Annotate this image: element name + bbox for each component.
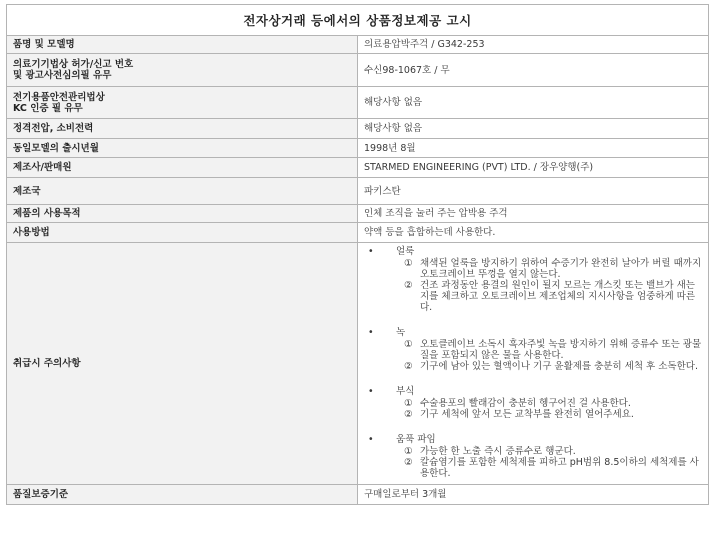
product-info-table <box>6 4 709 505</box>
item-text: 기구에 남아 있는 혈액이나 기구 윤활제를 충분히 세척 후 소독한다. <box>420 361 698 372</box>
table-row <box>7 485 709 505</box>
product-info-notice <box>6 4 709 505</box>
section-heading <box>364 327 702 339</box>
row-value: 의료용압박주걱 / G342-253 <box>358 36 709 54</box>
section-gap <box>364 420 702 432</box>
section-title: 부식 <box>396 386 415 397</box>
section-heading <box>364 434 702 446</box>
item-number: ① <box>404 339 413 350</box>
row-value: 구매일로부터 3개월 <box>358 485 709 505</box>
row-key: 품질보증기준 <box>7 485 358 505</box>
row-key: 제품의 사용목적 <box>7 205 358 223</box>
caution-item <box>404 398 702 409</box>
title-row <box>7 5 709 36</box>
table-row <box>7 223 709 243</box>
section-title: 움푹 파임 <box>396 434 436 445</box>
caution-item <box>404 258 702 280</box>
row-value: 약액 등을 흡합하는데 사용한다. <box>358 223 709 243</box>
caution-item <box>404 446 702 457</box>
row-value: STARMED ENGINEERING (PVT) LTD. / 장우양행(주) <box>358 158 709 178</box>
item-text: 건조 과정동안 용결의 원인이 될지 모르는 개스킷 또는 밸브가 새는지를 체크하고 오토크레이브 제조업체의 지시사항을 엄중하게 따른다. <box>420 280 696 313</box>
caution-item <box>404 457 702 479</box>
row-key: 취급시 주의사항 <box>7 243 358 485</box>
row-value: 인체 조직을 눌러 주는 압박용 주걱 <box>358 205 709 223</box>
row-value: 1998년 8월 <box>358 139 709 158</box>
section-title: 녹 <box>396 327 406 338</box>
caution-section <box>364 386 702 420</box>
item-number: ① <box>404 258 413 269</box>
caution-item <box>404 409 702 420</box>
table-row <box>7 87 709 119</box>
caution-item <box>404 339 702 361</box>
item-number: ① <box>404 446 413 457</box>
row-key: 사용방법 <box>7 223 358 243</box>
table-row <box>7 178 709 205</box>
row-value: 파키스탄 <box>358 178 709 205</box>
item-number: ② <box>404 409 413 420</box>
row-value: 해당사항 없음 <box>358 119 709 139</box>
row-value: 해당사항 없음 <box>358 87 709 119</box>
row-key: 동일모델의 출시년월 <box>7 139 358 158</box>
bullet: • <box>368 327 374 338</box>
item-text: 채색된 얼룩을 방지하기 위하여 수증기가 완전히 날아가 버릴 때까지 오토크레이브 뚜껑을 열지 않는다. <box>420 258 702 280</box>
item-text: 가능한 한 노출 즉시 증류수로 행군다. <box>420 446 576 457</box>
item-text: 오토클레이브 소독시 흑자주빛 녹을 방지하기 위해 증류수 또는 광물질을 포함되지 않은 물을 사용한다. <box>420 339 702 361</box>
caution-item <box>404 280 702 313</box>
item-text: 기구 세척에 앞서 모든 교착부를 완전히 열어주세요. <box>420 409 634 420</box>
bullet: • <box>368 386 374 397</box>
bullet: • <box>368 434 374 445</box>
row-key: 전기용품안전관리법상 KC 인증 필 유무 <box>7 87 358 119</box>
row-key: 제조국 <box>7 178 358 205</box>
caution-section <box>364 246 702 313</box>
table-row <box>7 158 709 178</box>
section-heading <box>364 246 702 258</box>
caution-content <box>358 243 709 485</box>
item-number: ② <box>404 361 413 372</box>
table-title: 전자상거래 등에서의 상품정보제공 고시 <box>7 5 709 36</box>
row-key: 품명 및 모델명 <box>7 36 358 54</box>
row-value: 수신98-1067호 / 무 <box>358 54 709 87</box>
item-text: 수술용포의 빨래감이 충분히 헹구어진 걸 사용한다. <box>420 398 631 409</box>
bullet: • <box>368 246 374 257</box>
item-number: ② <box>404 457 413 468</box>
table-row <box>7 119 709 139</box>
row-key: 제조사/판매원 <box>7 158 358 178</box>
section-gap <box>364 313 702 325</box>
caution-section <box>364 434 702 479</box>
caution-item <box>404 361 702 372</box>
section-title: 얼룩 <box>396 246 415 257</box>
table-row <box>7 139 709 158</box>
item-text: 칼슘염기를 포함한 세척제를 피하고 pH범위 8.5이하의 세척제를 사용한다. <box>420 457 699 479</box>
table-row-caution <box>7 243 709 485</box>
row-key: 정격전압, 소비전력 <box>7 119 358 139</box>
table-row <box>7 36 709 54</box>
table-row <box>7 205 709 223</box>
section-heading <box>364 386 702 398</box>
row-key: 의료기기법상 허가/신고 번호 및 광고사전심의필 유무 <box>7 54 358 87</box>
table-row <box>7 54 709 87</box>
item-number: ② <box>404 280 413 291</box>
caution-section <box>364 327 702 372</box>
section-gap <box>364 372 702 384</box>
item-number: ① <box>404 398 413 409</box>
